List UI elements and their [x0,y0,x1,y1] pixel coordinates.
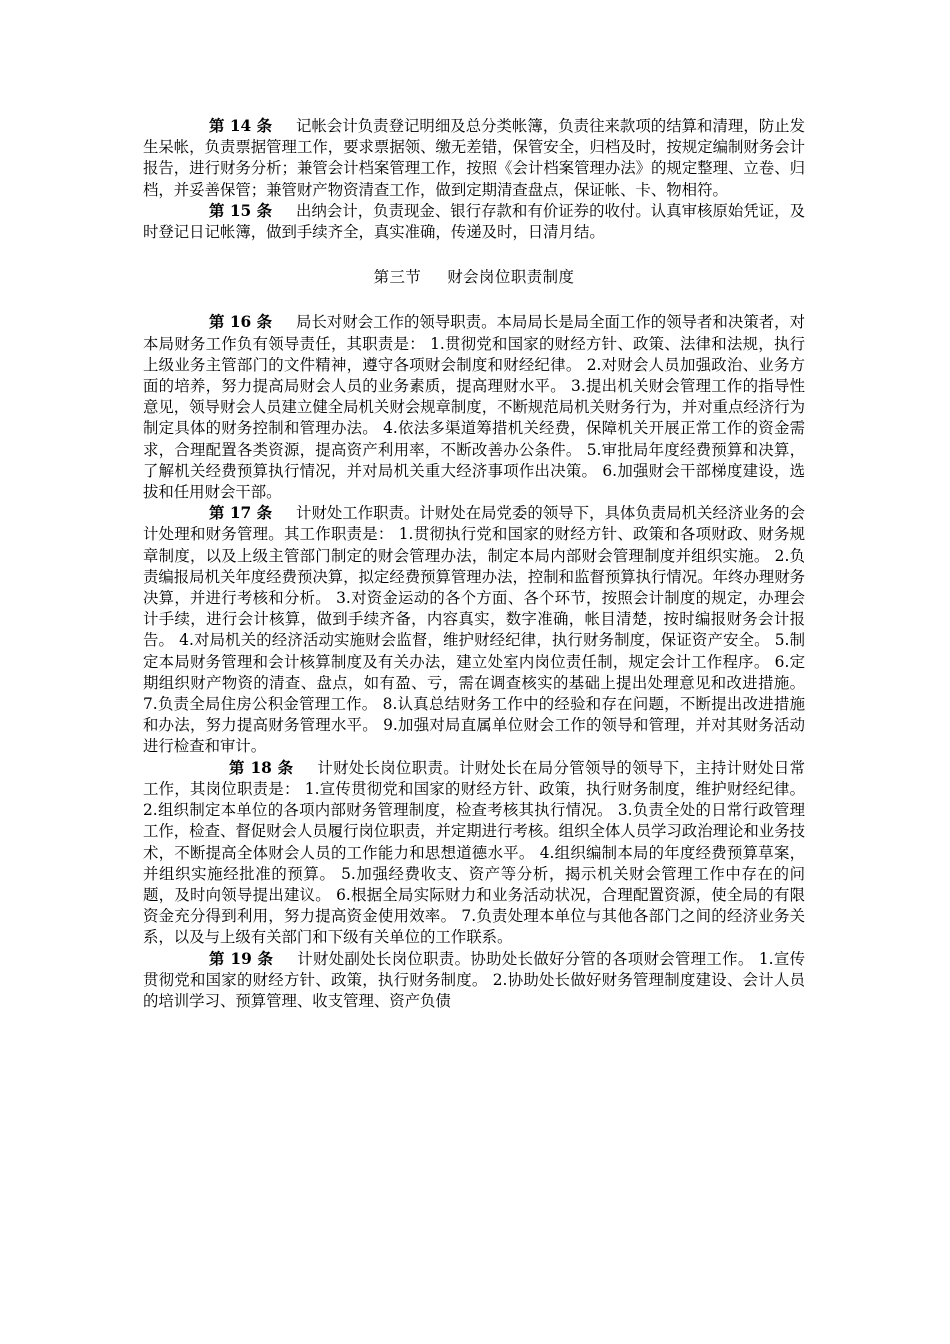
article-14 [143,116,805,201]
article-number: 第 17 条 [209,504,273,523]
article-17 [143,503,805,757]
article-18 [143,758,805,949]
article-number: 第 19 条 [209,949,274,968]
article-text: 出纳会计，负责现金、银行存款和有价证券的收付。认真审核原始凭证，及时登记日记帐簿，做到手续齐全，真实准确，传递及时，日清月结。 [143,201,805,242]
article-16 [143,312,805,503]
article-19 [143,949,805,1013]
article-number: 第 16 条 [209,313,273,332]
article-number: 第 15 条 [209,201,273,220]
article-text: 计财处工作职责。计财处在局党委的领导下，具体负责局机关经济业务的会计处理和财务管理。其工作职责是： 1.贯彻执行党和国家的财经方针、政策和各项财政、财务规章制度，以及上级主管部门制定的财会管理办法，制定本局内部财会管理制度并组织实施。 2.负责编报局机关年度经费预决算，拟定经费预算管理办法，控制和监督预算执行情况。年终办理财务决算，并进行考核和分析。 3.对资金运动的各个方面、各个环节，按照会计制度的规定，办理会计手续，进行会计核算，做到手续齐备，内容真实，数字准确，帐目清楚，按时编报财务会计报告。 4.对局机关的经济活动实施财会监督，维护财经纪律，执行财务制度，保证资产安全。 5.制定本局财务管理和会计核算制度及有关办法，建立处室内岗位责任制，规定会计工作程序。 6.定期组织财产物资的清查、盘点，如有盈、亏，需在调查核实的基础上提出处理意见和改进措施。 7.负责全局住房公积金管理工作。 8.认真总结财务工作中的经验和存在问题，不断提出改进措施和办法，努力提高财务管理水平。 9.加强对局直属单位财会工作的领导和管理，并对其财务活动进行检查和审计。 [143,504,805,756]
article-text: 局长对财会工作的领导职责。本局局长是局全面工作的领导者和决策者，对本局财务工作负有领导责任，其职责是： 1.贯彻党和国家的财经方针、政策、法律和法规，执行上级业务主管部门的文件精神，遵守各项财会制度和财经纪律。 2.对财会人员加强政治、业务方面的培养，努力提高局财会人员的业务素质，提高理财水平。 3.提出机关财会管理工作的指导性意见，领导财会人员建立健全局机关财会规章制度，不断规范局机关财务行为，并对重点经济行为制定具体的财务控制和管理办法。 4.依法多渠道筹措机关经费，保障机关开展正常工作的资金需求，合理配置各类资源，提高资产利用率，不断改善办公条件。 5.审批局年度经费预算和决算，了解机关经费预算执行情况，并对局机关重大经济事项作出决策。 6.加强财会干部梯度建设，选拔和任用财会干部。 [143,313,805,502]
document-page [143,116,805,1012]
article-text: 记帐会计负责登记明细及总分类帐簿，负责往来款项的结算和清理，防止发生呆帐，负责票据管理工作，要求票据领、缴无差错，保管安全，归档及时，按规定编制财务会计报告，进行财务分析；兼管会计档案管理工作，按照《会计档案管理办法》的规定整理、立卷、归档，并妥善保管；兼管财产物资清查工作，做到定期清查盘点，保证帐、卡、物相符。 [143,117,805,199]
article-text: 计财处长岗位职责。计财处长在局分管领导的领导下，主持计财处日常工作，其岗位职责是： 1.宣传贯彻党和国家的财经方针、政策，执行财务制度，维护财经纪律。 2.组织制定本单位的各项内部财务管理制度，检查考核其执行情况。 3.负责全处的日常行政管理工作，检查、督促财会人员履行岗位职责，并定期进行考核。组织全体人员学习政治理论和业务技术，不断提高全体财会人员的工作能力和思想道德水平。 4.组织编制本局的年度经费预算草案，并组织实施经批准的预算。 5.加强经费收支、资产等分析，揭示机关财会管理工作中存在的问题，及时向领导提出建议。 6.根据全局实际财力和业务活动状况，合理配置资源，使全局的有限资金充分得到利用，努力提高资金使用效率。 7.负责处理本单位与其他各部门之间的经济业务关系，以及与上级有关部门和下级有关单位的工作联系。 [143,758,805,947]
article-number: 第 14 条 [209,117,273,135]
section-heading [143,267,805,288]
article-text: 计财处副处长岗位职责。协助处长做好分管的各项财会管理工作。 1.宣传贯彻党和国家的财经方针、政策，执行财务制度。 2.协助处长做好财务管理制度建设、会计人员的培训学习、预算管理、收支管理、资产负债 [143,949,805,1010]
article-15 [143,201,805,243]
article-number: 第 18 条 [229,758,294,777]
section-title-text: 财会岗位职责制度 [447,268,575,287]
section-number: 第三节 [373,268,422,287]
